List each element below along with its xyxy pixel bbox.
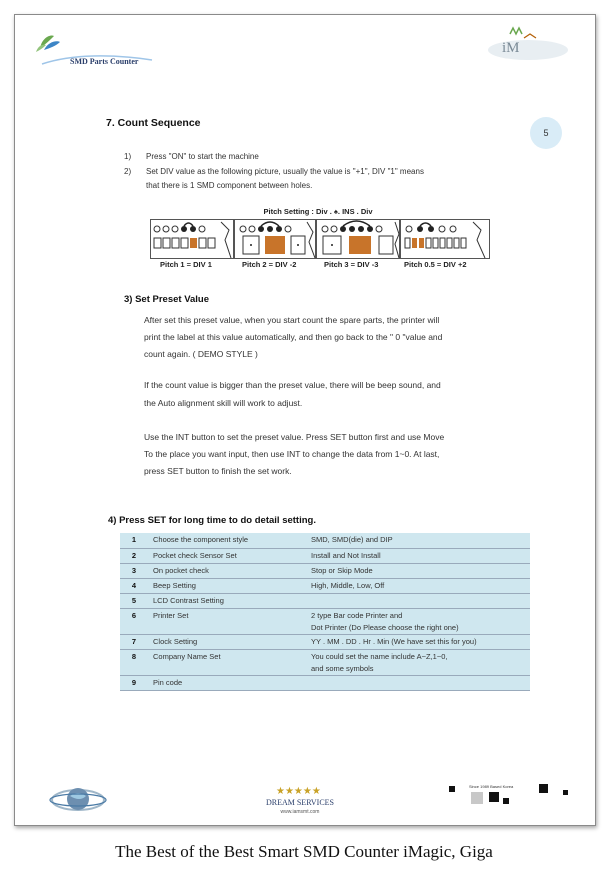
step-text: Press "ON" to start the machine [146,152,259,161]
page-number-badge: 5 [530,117,562,149]
section-title-preset-value: 3) Set Preset Value [124,294,210,305]
document-page [14,14,596,826]
svg-text:Since 1989 Based Korea: Since 1989 Based Korea [469,784,514,789]
step-num: 2) [124,167,132,176]
pitch-0-5-diagram [400,219,490,259]
paragraph-line: After set this preset value, when you start count the spare parts, the printer will [144,315,440,325]
smd-parts-counter-logo [22,20,162,70]
pitch-label: Pitch 3 = DIV -3 [324,260,379,269]
table-row: 8 Company Name Set You could set the name include A~Z,1~0, and some symbols [120,649,530,675]
paragraph-line: Use the INT button to set the preset value. Press SET button first and use Move [144,432,445,442]
imagic-logo [480,20,570,68]
globe-logo [48,782,108,816]
step-num: 1) [124,152,132,161]
step-text: that there is 1 SMD component between holes. [146,181,313,190]
pitch-label: Pitch 0.5 = DIV +2 [404,260,467,269]
table-row: 4 Beep Setting High, Middle, Low, Off [120,578,530,593]
pitch-1-diagram [150,219,234,259]
section-title-detail-setting: 4) Press SET for long time to do detail setting. [108,515,316,526]
pitch-label: Pitch 2 = DIV -2 [242,260,297,269]
svg-text:SMD Parts Counter: SMD Parts Counter [70,57,139,66]
pitch-2-diagram [234,219,316,259]
svg-text:www.iamsmt.com: www.iamsmt.com [280,809,320,815]
section-title-count-sequence: 7. Count Sequence [106,117,201,129]
detail-settings-table [120,533,530,691]
svg-text:iM: iM [502,40,520,56]
pitch-setting-title: Pitch Setting : Div . ♠. INS . Div [263,207,373,216]
table-row: 6 Printer Set 2 type Bar code Printer and Dot Printer (Do Please choose the right one) [120,608,530,634]
table-row: 5 LCD Contrast Setting [120,593,530,608]
document-caption: The Best of the Best Smart SMD Counter iMagic, Giga [115,842,493,861]
pitch-3-diagram [316,219,400,259]
table-row: 3 On pocket check Stop or Skip Mode [120,563,530,578]
paragraph-line: If the count value is bigger than the preset value, there will be beep sound, and [144,380,441,390]
paragraph-line: the Auto alignment skill will work to adjust. [144,398,303,408]
paragraph-line: To the place you want input, then use INT to change the data from 1~0. At last, [144,449,440,459]
company-mark [445,778,575,818]
table-row: 9 Pin code [120,675,530,690]
svg-text:★★★★★: ★★★★★ [276,786,321,797]
paragraph-line: press SET button to finish the set work. [144,466,292,476]
table-row: 2 Pocket check Sensor Set Install and Not Install [120,548,530,563]
table-row: 7 Clock Setting YY . MM . DD . Hr . Min (We have set this for you) [120,634,530,649]
svg-text:DREAM SERVICES: DREAM SERVICES [265,798,335,807]
table-row: 1 Choose the component style SMD, SMD(die) and DIP [120,533,530,548]
dream-services-logo [250,782,350,816]
paragraph-line: count again. ( DEMO STYLE ) [144,349,258,359]
step-text: Set DIV value as the following picture, usually the value is "+1", DIV "1" means [146,167,424,176]
pitch-label: Pitch 1 = DIV 1 [160,260,212,269]
paragraph-line: print the label at this value automatically, and then go back to the " 0 "value and [144,332,443,342]
